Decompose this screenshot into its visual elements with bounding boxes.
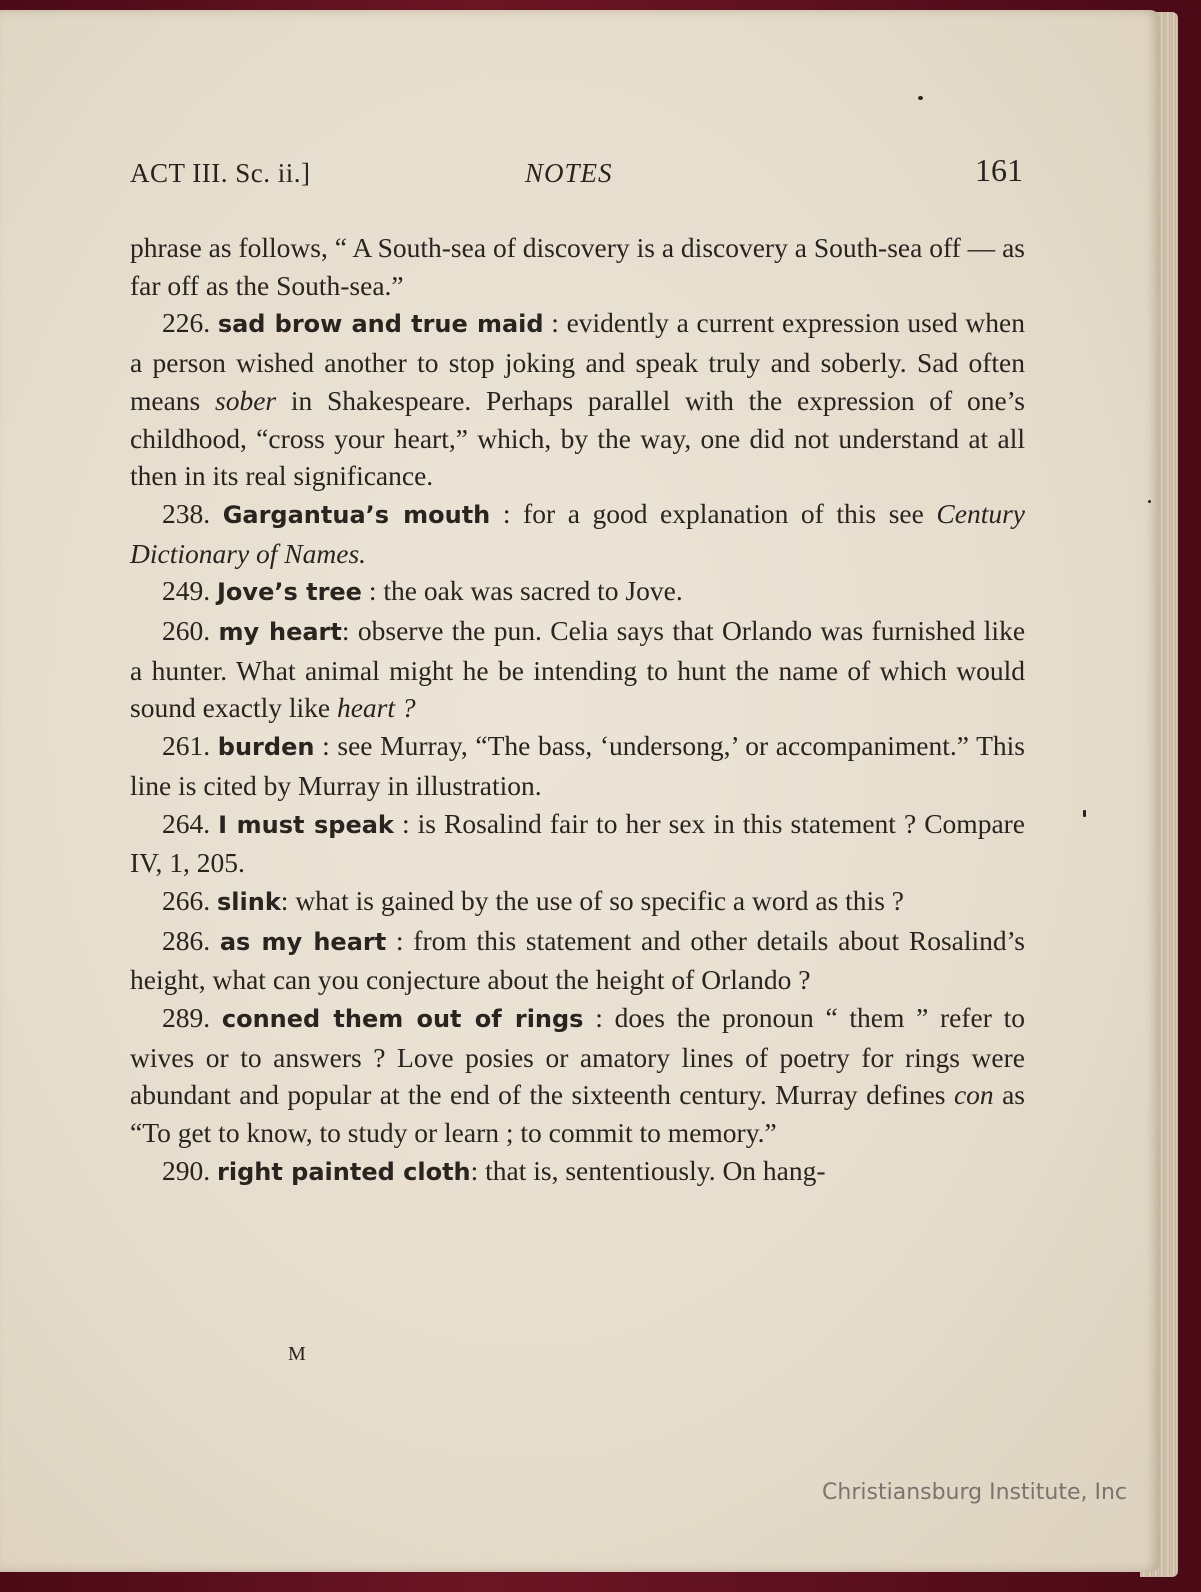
note-number: 238. [162, 497, 211, 529]
note-number: 261. [162, 730, 211, 762]
paper-speck [1083, 810, 1086, 817]
note-separator: : [280, 884, 296, 916]
continuation-paragraph: phrase as follows, “ A South-sea of discovery is a discovery a South-sea off — as far off as the South-sea.” [130, 232, 1025, 301]
note-lemma: right painted cloth [217, 1157, 471, 1186]
note-number: 289. [162, 1002, 211, 1034]
note-separator: : [393, 807, 418, 839]
note-number: 290. [162, 1154, 211, 1186]
note-text: the oak was sacred to Jove. [383, 575, 683, 607]
signature-mark: M [288, 1343, 306, 1365]
note-290 [130, 1152, 1025, 1192]
note-lemma: sad brow and true maid [217, 310, 544, 339]
note-226 [130, 304, 1025, 495]
note-lemma: conned them out of rings [221, 1005, 584, 1034]
note-text: in Shakespeare. Perhaps parallel with the expression of one’s childhood, “cross your heart,” which, by the way, one did not understand at all then in its real significance. [130, 384, 1025, 492]
note-number: 260. [162, 615, 211, 647]
note-number: 226. [162, 307, 211, 339]
note-italic-text: sober [215, 384, 277, 416]
act-scene-label: ACT III. Sc. ii.] [130, 158, 311, 188]
note-lemma: as my heart [219, 927, 387, 956]
note-text: that is, sententiously. On hang- [485, 1154, 826, 1186]
note-238 [130, 495, 1025, 572]
note-separator: : [361, 575, 384, 607]
note-separator: : [490, 497, 524, 529]
note-italic-text: heart ? [336, 692, 416, 724]
note-266 [130, 882, 1025, 922]
note-lemma: my heart [218, 618, 342, 647]
note-lemma: burden [217, 733, 315, 762]
note-text: evidently a current expression used when a person wished another to stop joking and speak truly and soberly. Sad often means [130, 307, 1026, 416]
note-text: from this statement and other details about Rosalind’s height, what can you conjecture about the height of Orlando ? [130, 924, 1026, 996]
note-lemma: Gargantua’s mouth [222, 500, 491, 529]
note-text: for a good explanation of this see [523, 497, 937, 529]
note-lemma: slink [217, 887, 281, 916]
note-text: observe the pun. Celia says that Orlando was furnished like a hunter. What animal might he be intending to hunt the name of which would sound exactly like [130, 615, 1026, 724]
note-number: 264. [162, 807, 211, 839]
note-separator: : [314, 730, 338, 762]
running-head [130, 150, 1023, 196]
note-number: 249. [162, 575, 211, 607]
note-italic-text: con [953, 1079, 994, 1111]
note-separator: : [583, 1002, 615, 1034]
note-264 [130, 805, 1025, 882]
page-number: 161 [975, 152, 1023, 188]
note-lemma: Jove’s tree [217, 578, 362, 607]
note-text: what is gained by the use of so specific a word as this ? [295, 884, 904, 916]
note-separator: : [470, 1154, 486, 1186]
note-separator: : [543, 307, 567, 339]
notes-body [130, 229, 1025, 1192]
section-title: NOTES [525, 158, 613, 188]
note-text: is Rosalind fair to her sex in this statement ? Compare IV, 1, 205. [130, 807, 1026, 879]
note-249 [130, 572, 1025, 612]
note-number: 266. [162, 884, 211, 916]
note-260 [130, 612, 1025, 727]
note-lemma: I must speak [218, 810, 394, 839]
note-separator: : [386, 924, 414, 956]
note-text: see Murray, “The bass, ‘undersong,’ or accompaniment.” This line is cited by Murray in illustration. [130, 730, 1026, 801]
note-italic-text: Century Dictionary of Names. [130, 497, 1025, 569]
note-text: as “To get to know, to study or learn ; to commit to memory.” [130, 1079, 1025, 1149]
watermark: Christiansburg Institute, Inc [822, 1480, 1127, 1505]
note-289 [130, 999, 1025, 1152]
note-261 [130, 727, 1025, 804]
note-separator: : [341, 615, 358, 647]
note-286 [130, 922, 1025, 999]
paper-speck [918, 96, 923, 100]
note-number: 286. [162, 924, 211, 956]
note-text: does the pronoun “ them ” refer to wives or to answers ? Love posies or amatory lines of poetry for rings were abundant and popular at the end of the sixteenth century. Murray defines [130, 1002, 1026, 1111]
paper-speck [1148, 500, 1151, 503]
